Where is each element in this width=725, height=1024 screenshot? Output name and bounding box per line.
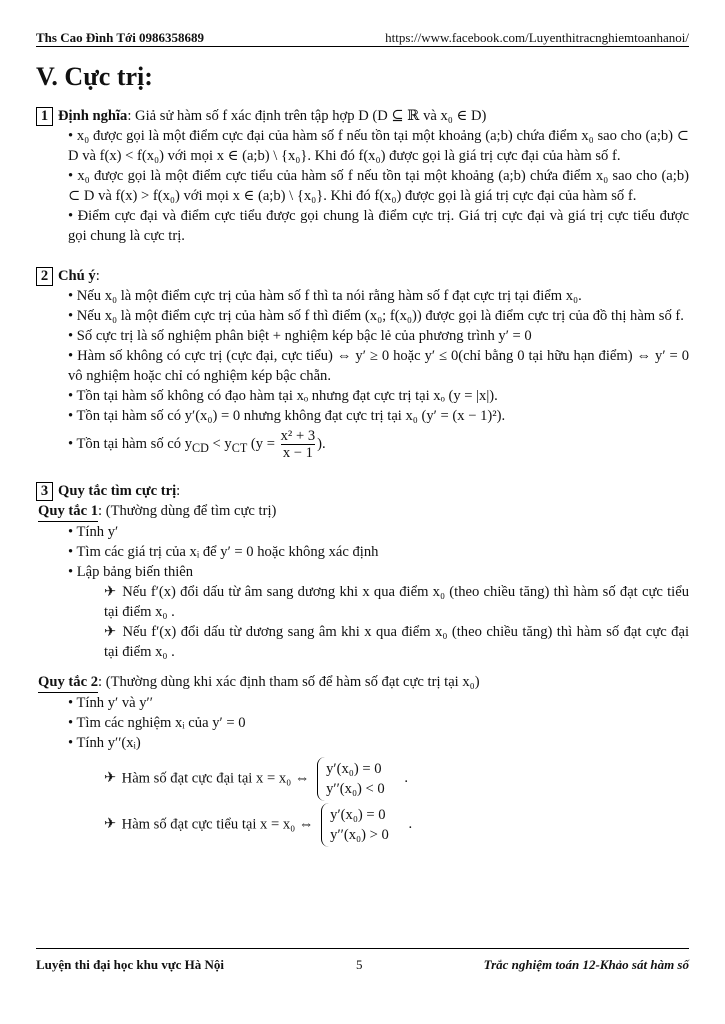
definition-max: • x₀ được gọi là một điểm cực đại của hàm số f nếu tồn tại một khoảng (a;b) chứa điểm x₀ sao cho (a;b) ⊂ D và f(x) < f(x₀) với mọi x ∈ (a;b) \ {x₀}. Khi đó f(x₀) được gọi là giá trị cực đại của hàm số f.: [68, 128, 689, 164]
airplane-arrow-icon: ✈: [104, 584, 117, 600]
airplane-arrow-icon: ✈: [104, 624, 117, 640]
note-text: (y =: [247, 435, 279, 452]
equation-line: y′′(x₀) < 0: [326, 781, 385, 797]
equation-line: y′(x₀) = 0: [326, 761, 382, 777]
note-item: • Tồn tại hàm số không có đạo hàm tại xₒ nhưng đạt cực trị tại xₒ (y = |x|).: [68, 388, 498, 404]
trailing-dot: .: [404, 770, 409, 787]
rule1-item: • Tìm các giá trị của xᵢ để y′ = 0 hoặc không xác định: [68, 544, 379, 560]
rule2-item: • Tìm các nghiệm xᵢ của y′ = 0: [68, 715, 246, 731]
rules-section: [36, 481, 689, 847]
note-item: • Tồn tại hàm số có y′(x₀) = 0 nhưng không đạt cực trị tại x₀ (y′ = (x − 1)²).: [68, 408, 506, 424]
rule1-item: • Lập bảng biến thiên: [68, 564, 194, 580]
definition-heading: [36, 106, 689, 126]
note-item: • Nếu x₀ là một điểm cực trị của hàm số f thì điểm (x₀; f(x₀)) được gọi là điểm cực trị của đồ thị hàm số f.: [68, 308, 684, 324]
page-footer: [36, 948, 689, 972]
rule1-item: • Tính y′: [68, 524, 119, 540]
rule2-item: • Tính y′ và y′′: [68, 695, 153, 711]
page-header: [36, 26, 689, 47]
section-number: 3: [36, 482, 53, 501]
equation-line: y′(x₀) = 0: [330, 807, 386, 823]
rule2-desc: : (Thường dùng khi xác định tham số để hàm số đạt cực trị tại x₀): [98, 674, 480, 690]
note-text: • Tồn tại hàm số có y: [68, 435, 193, 452]
page-number: 5: [356, 957, 363, 972]
note-text: < y: [208, 435, 232, 452]
page-body: [36, 106, 689, 847]
airplane-arrow-icon: ✈: [104, 816, 117, 833]
note-colon: :: [95, 268, 100, 284]
rule1-heading: [36, 501, 689, 522]
rule1-sub-text: Nếu f′(x) đổi dấu từ dương sang âm khi x qua điểm x₀ (theo chiều tăng) thì hàm số đạt cực đại tại điểm x₀ .: [104, 624, 690, 660]
note-heading: [36, 266, 689, 286]
section-title: V. Cực trị:: [36, 62, 153, 91]
airplane-arrow-icon: ✈: [104, 770, 117, 787]
fraction: [281, 428, 316, 461]
rule2-item: • Tính y′′(xᵢ): [68, 735, 141, 751]
rules-colon: :: [176, 483, 181, 499]
footer-left: Luyện thi đại học khu vực Hà Nội: [36, 957, 225, 972]
rule2-label: Quy tắc 2: [38, 672, 98, 693]
footer-right: Trắc nghiệm toán 12-Khảo sát hàm số: [483, 957, 689, 972]
condition-text: Hàm số đạt cực tiểu tại x = x₀ ⇔: [121, 816, 314, 833]
note-item-fraction: [36, 428, 689, 461]
section-number: 2: [36, 267, 53, 286]
rule1-label: Quy tắc 1: [38, 501, 98, 522]
rule2-heading: [36, 672, 689, 693]
definition-extrema: • Điểm cực đại và điểm cực tiểu được gọi chung là điểm cực trị. Giá trị cực đại và giá trị cực tiểu được gọi chung là cực trị.: [68, 208, 689, 244]
note-section: [36, 266, 689, 461]
equation-line: y′′(x₀) > 0: [330, 827, 389, 843]
definition-intro: : Giả sử hàm số f xác định trên tập hợp D (D ⊆ ℝ và x₀ ∈ D): [127, 108, 487, 124]
fraction-numerator: x² + 3: [280, 428, 316, 444]
note-item: • Số cực trị là số nghiệm phân biệt + nghiệm kép bậc lẻ của phương trình y′ = 0: [68, 328, 532, 344]
rule2-min-condition: [36, 803, 689, 847]
subscript-ct: CT: [231, 440, 248, 455]
definition-min: • x₀ được gọi là một điểm cực tiểu của hàm số f nếu tồn tại một khoảng (a;b) chứa điểm x₀ sao cho (a;b) ⊂ D và f(x) > f(x₀) với mọi x ∈ (a;b) \ {x₀}. Khi đó f(x₀) được gọi là giá trị cực đại của hàm số f.: [68, 168, 689, 204]
definition-section: [36, 106, 689, 246]
rule1-sub-min: [36, 582, 689, 622]
note-item: • Hàm số không có cực trị (cực đại, cực tiểu) ⇔ y′ ≥ 0 hoặc y′ ≤ 0(chỉ bằng 0 tại hữu hạn điểm) ⇔ y′ = 0 vô nghiệm hoặc chỉ có nghiệm kép bậc chẵn.: [68, 348, 689, 384]
equation-system: [321, 803, 389, 847]
fraction-denominator: x − 1: [282, 445, 313, 461]
rule1-sub-max: [36, 622, 689, 662]
rule1-sub-text: Nếu f′(x) đổi dấu từ âm sang dương khi x qua điểm x₀ (theo chiều tăng) thì hàm số đạt cực tiểu tại điểm x₀ .: [104, 584, 689, 620]
header-author: Ths Cao Đình Tới 0986358689: [36, 30, 205, 45]
rules-heading: [36, 481, 689, 501]
note-item: • Nếu x₀ là một điểm cực trị của hàm số f thì ta nói rằng hàm số f đạt cực trị tại điểm x₀.: [68, 288, 582, 304]
trailing-dot: .: [408, 816, 413, 833]
note-label: Chú ý: [58, 268, 96, 284]
rule2-max-condition: [36, 757, 689, 801]
subscript-cd: CD: [192, 440, 209, 455]
rules-label: Quy tắc tìm cực trị: [58, 483, 177, 499]
condition-text: Hàm số đạt cực đại tại x = x₀ ⇔: [121, 770, 310, 787]
header-url[interactable]: https://www.facebook.com/Luyenthitracnghiemtoanhanoi/: [385, 30, 689, 45]
equation-system: [317, 757, 385, 801]
section-number: 1: [36, 107, 53, 126]
definition-label: Định nghĩa: [58, 108, 128, 124]
note-text: ).: [317, 435, 326, 452]
rule1-desc: : (Thường dùng để tìm cực trị): [98, 503, 277, 519]
